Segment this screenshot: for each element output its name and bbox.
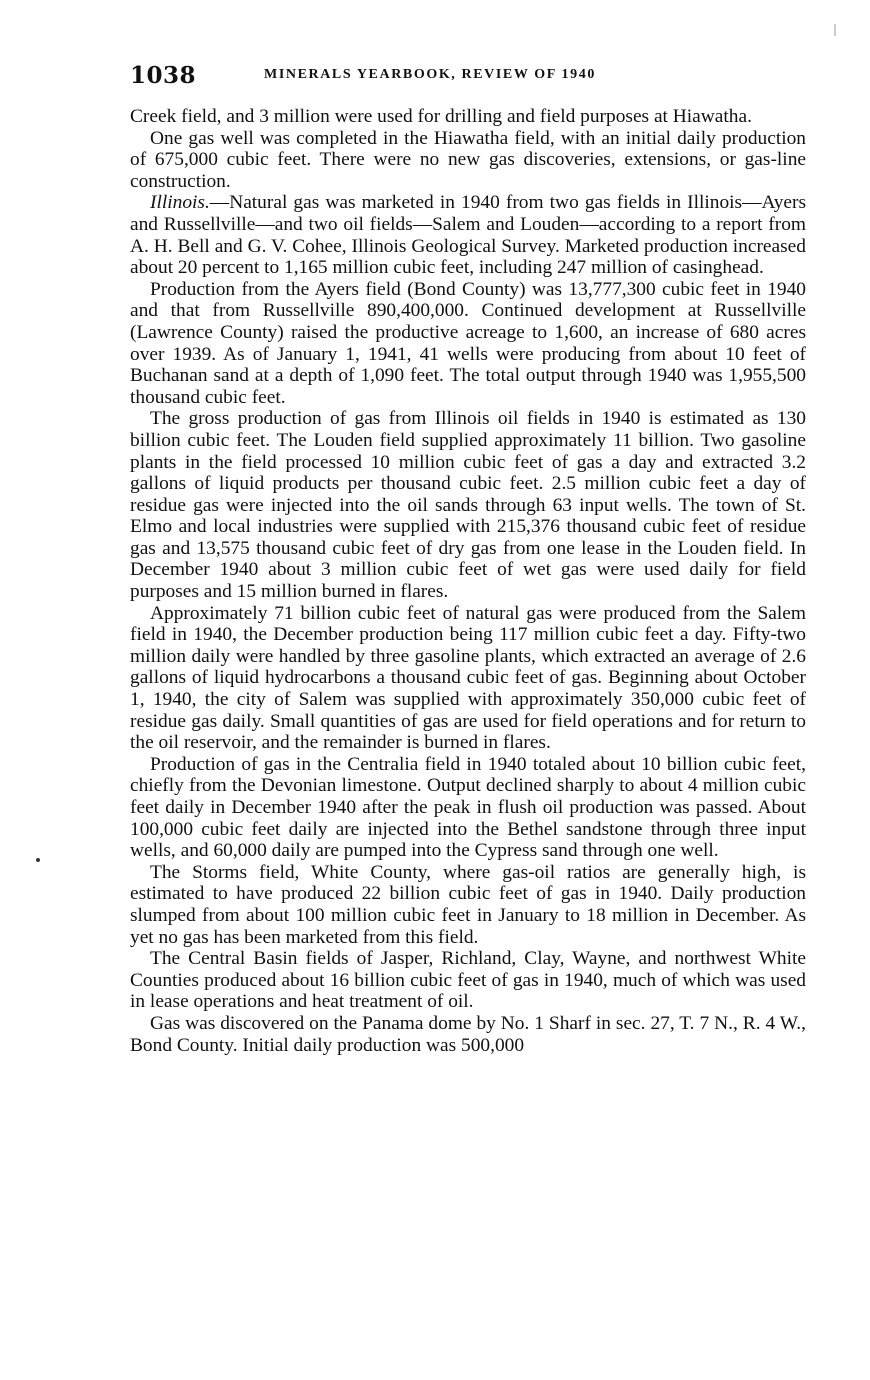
- paragraph-text: The Storms field, White County, where gas-oil ratios are generally high, is estimated to have produced 22 billion cubic feet of gas in 1940. Daily production slumped from about 100 million cubic feet in January to 18 million in December. As yet no gas has been marketed from this field.: [130, 861, 806, 948]
- scan-speck: [36, 858, 40, 862]
- running-head: MINERALS YEARBOOK, REVIEW OF 1940: [264, 67, 596, 82]
- paragraph-text: Approximately 71 billion cubic feet of natural gas were produced from the Salem field in 1940, the December production being 117 million cubic feet a day. Fifty-two million daily were handled by three gasoline plants, which extracted an average of 2.6 gallons of liquid hydrocarbons a thousand cubic feet of gas. Beginning about October 1, 1940, the city of Salem was supplied with approximately 350,000 cubic feet of residue gas daily. Small quantities of gas are used for field operations and for return to the oil reservoir, and the remainder is burned in flares.: [130, 602, 806, 754]
- paragraph: [130, 279, 806, 409]
- paragraph-text: Gas was discovered on the Panama dome by No. 1 Sharf in sec. 27, T. 7 N., R. 4 W., Bond County. Initial daily production was 500,000: [130, 1012, 806, 1056]
- document-page: [130, 62, 806, 1056]
- paragraph: [130, 1013, 806, 1056]
- paragraph: [130, 128, 806, 193]
- paragraph-text: Creek field, and 3 million were used for drilling and field purposes at Hiawatha.: [130, 106, 752, 127]
- section-heading-illinois: Illinois.: [150, 192, 210, 214]
- paragraph: [130, 603, 806, 754]
- paragraph-text: The Central Basin fields of Jasper, Richland, Clay, Wayne, and northwest White Counties produced about 16 billion cubic feet of gas in 1940, much of which was used in lease operations and heat treatment of oil.: [130, 948, 806, 1013]
- paragraph: [130, 948, 806, 1013]
- paragraph: [130, 408, 806, 602]
- paragraph-text: The gross production of gas from Illinois oil fields in 1940 is estimated as 130 billion cubic feet. The Louden field supplied approximately 11 billion. Two gasoline plants in the field processed 10 million cubic feet of gas a day and extracted 3.2 gallons of liquid products per thousand cubic feet. 2.5 million cubic feet a day of residue gas were injected into the oil sands through 63 input wells. The town of St. Elmo and local industries were supplied with 215,376 thousand cubic feet of residue gas and 13,575 thousand cubic feet of dry gas from one lease in the Louden field. In December 1940 about 3 million cubic feet of wet gas were used daily for field purposes and 15 million burned in flares.: [130, 408, 806, 603]
- scan-mark: [834, 24, 836, 36]
- paragraph: [130, 862, 806, 948]
- paragraph-text: Production from the Ayers field (Bond County) was 13,777,300 cubic feet in 1940 and that from Russellville 890,400,000. Continued development at Russellville (Lawrence County) raised the productive acreage to 1,600, an increase of 680 acres over 1939. As of January 1, 1941, 41 wells were producing from about 10 feet of Buchanan sand at a depth of 1,090 feet. The total output through 1940 was 1,955,500 thousand cubic feet.: [130, 278, 806, 408]
- page-header: [130, 62, 806, 96]
- body-text: [130, 106, 806, 1056]
- paragraph: [130, 192, 806, 278]
- paragraph: [130, 754, 806, 862]
- paragraph-continued: [130, 106, 806, 128]
- paragraph-text: One gas well was completed in the Hiawatha field, with an initial daily production of 675,000 cubic feet. There were no new gas discoveries, extensions, or gas-line construction.: [130, 127, 806, 192]
- paragraph-text: —Natural gas was marketed in 1940 from two gas fields in Illinois—Ayers and Russellville—and two oil fields—Salem and Louden—according to a report from A. H. Bell and G. V. Cohee, Illinois Geological Survey. Marketed production increased about 20 percent to 1,165 million cubic feet, including 247 million of casinghead.: [130, 192, 806, 279]
- paragraph-text: Production of gas in the Centralia field in 1940 totaled about 10 billion cubic feet, chiefly from the Devonian limestone. Output declined sharply to about 4 million cubic feet daily in December 1940 after the peak in flush oil production was passed. About 100,000 cubic feet daily are injected into the Bethel sandstone through three input wells, and 60,000 daily are pumped into the Cypress sand through one well.: [130, 753, 806, 862]
- page-number: 1038: [130, 62, 197, 89]
